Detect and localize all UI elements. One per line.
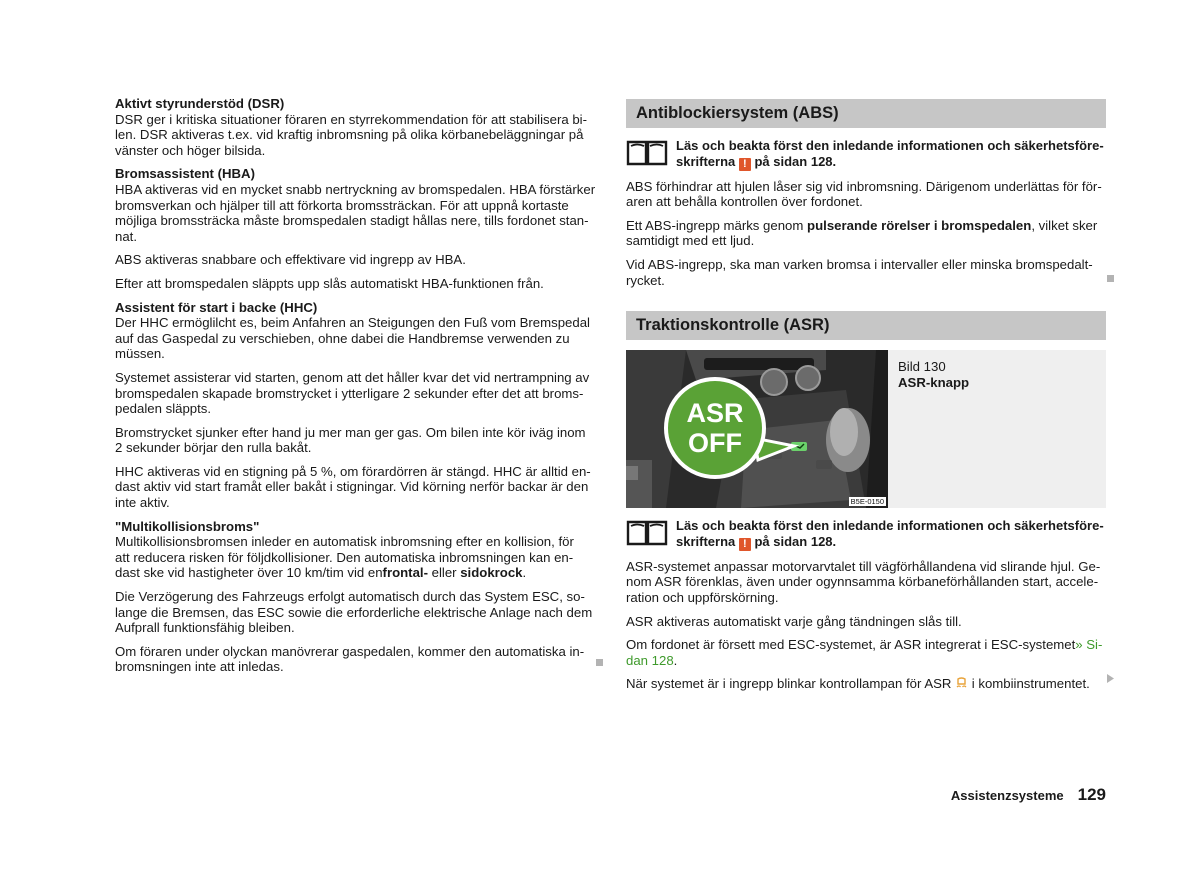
text-span: , vilket sker (1031, 217, 1098, 233)
abs-section-header: Antiblockiersystem (ABS) (626, 99, 1106, 128)
paragraph (626, 257, 1106, 288)
text-line: vänster och höger bilsida. (115, 142, 266, 158)
text-line (676, 534, 1104, 551)
text-line (626, 637, 1106, 653)
text-span: skrifterna (676, 533, 736, 549)
paragraph (115, 464, 598, 511)
text-line: len. DSR aktiveras t.ex. vid kraftig inbromsning på olika körbanebeläggningar på (115, 127, 584, 143)
text-line: auf das Gaspedal zu verschieben, ohne dabei die Handbremse verwenden zu (115, 330, 570, 346)
badge-line: ASR (686, 398, 744, 429)
text-span: . (522, 565, 527, 581)
multikollision-heading: "Multikollisionsbroms" (115, 518, 260, 534)
text-line: HHC aktiveras vid en stigning på 5 %, om förardörren är stängd. HHC är alltid en- (115, 463, 591, 479)
bold-text: frontal- (382, 565, 428, 581)
asr-section-header: Traktionskontrolle (ASR) (626, 311, 1106, 340)
continue-arrow-icon (1106, 674, 1114, 683)
dsr-heading: Aktivt styrunderstöd (DSR) (115, 96, 285, 111)
text-line: DSR ger i kritiska situationer föraren en styrrekommendation för att stabilisera bi- (115, 111, 588, 127)
left-column (115, 96, 598, 683)
figure-title: ASR-knapp (898, 374, 970, 390)
text-line: Efter att bromspedalen släppts upp slås automatiskt HBA-funktionen från. (115, 275, 544, 291)
text-line: ration och uppförskörning. (626, 589, 779, 605)
page-number: 129 (1077, 785, 1106, 804)
hba-heading: Bromsassistent (HBA) (115, 166, 255, 182)
text-line: Bromstrycket sjunker efter hand ju mer man ger gas. Om bilen inte kör iväg inom (115, 424, 586, 440)
paragraph (626, 179, 1106, 210)
book-icon (626, 138, 668, 166)
text-line: pedalen släppts. (115, 401, 212, 417)
text-line: aren att behålla kontrollen över fordonet. (626, 194, 863, 210)
hhc-heading: Assistent för start i backe (HHC) (115, 299, 318, 315)
text-span: . (673, 652, 678, 668)
book-icon (626, 518, 668, 546)
right-column (626, 99, 1106, 700)
warning-icon: ! (739, 158, 751, 171)
hba-section (115, 166, 598, 244)
paragraph (626, 218, 1106, 249)
asr-lamp-icon (955, 677, 968, 689)
text-line: Läs och beakta först den inledande informationen och säkerhetsföre- (676, 518, 1104, 534)
text-line: nat. (115, 228, 137, 244)
paragraph (626, 676, 1106, 692)
paragraph (626, 559, 1106, 606)
text-line: Om föraren under olyckan manövrerar gaspedalen, kommer den automatiska in- (115, 643, 585, 659)
text-span: i kombiinstrumentet. (968, 676, 1090, 692)
text-line (626, 653, 1106, 669)
page-link[interactable]: dan 128 (626, 652, 674, 668)
hhc-section (115, 300, 598, 362)
text-line: Systemet assisterar vid starten, genom att det håller kvar det vid nertrampning av (115, 369, 590, 385)
text-span: dast ske vid hastigheter över 10 km/tim vid en (115, 565, 383, 581)
text-line: ABS förhindrar att hjulen låser sig vid inbromsning. Därigenom underlättas för för- (626, 178, 1102, 194)
text-line: inte aktiv. (115, 495, 170, 511)
end-square-icon (596, 659, 603, 666)
text-line: bromsverkan och hjälper till att förkorta bromssträckan. För att uppnå kortaste (115, 197, 569, 213)
multikollision-section (115, 519, 598, 581)
asr-button-photo (626, 350, 888, 508)
bold-text: sidokrock (460, 565, 523, 581)
note-text (676, 518, 1104, 551)
paragraph (115, 644, 598, 675)
text-line: ASR-systemet anpassar motorvarvtalet till vägförhållandena vid slirande hjul. Ge- (626, 558, 1101, 574)
text-line: rycket. (626, 272, 665, 288)
text-span: Om fordonet är försett med ESC-systemet, är ASR integrerat i ESC-systemet (626, 637, 1076, 653)
text-line: Der HHC ermöglilcht es, beim Anfahren an Steigungen den Fuß vom Bremspedal (115, 315, 590, 331)
paragraph (115, 425, 598, 456)
paragraph (115, 276, 598, 292)
text-line: 2 sekunder börjar den rulla bakåt. (115, 440, 312, 456)
text-line: Vid ABS-ingrepp, ska man varken bromsa i intervaller eller minska bromspedalt- (626, 256, 1093, 272)
text-line: müssen. (115, 346, 165, 362)
text-line: Aufprall funktionsfähig bleiben. (115, 620, 295, 636)
text-span: När systemet är i ingrepp blinkar kontrollampan för ASR (626, 676, 956, 692)
paragraph (626, 614, 1106, 630)
text-line: dast aktiv vid start framåt eller bakåt i stigningar. Vid körning nerför backar är den (115, 479, 589, 495)
end-square-icon (1107, 275, 1114, 282)
text-line (115, 565, 598, 581)
text-line: Läs och beakta först den inledande informationen och säkerhetsföre- (676, 138, 1104, 153)
paragraph (115, 252, 598, 268)
text-line: bromsningen inte att inledas. (115, 659, 284, 675)
badge-line: OFF (688, 428, 742, 459)
text-line: HBA aktiveras vid en mycket snabb nertryckning av bromspedalen. HBA förstärker (115, 181, 596, 197)
paragraph (115, 589, 598, 636)
text-span: skrifterna (676, 153, 736, 169)
text-line: ASR aktiveras automatiskt varje gång tändningen slås till. (626, 613, 962, 629)
text-line: nom ASR förenklas, även under ogynnsamma körbaneförhållanden start, accele- (626, 574, 1099, 590)
text-span: på sidan 128. (750, 533, 837, 549)
text-span: Ett ABS-ingrepp märks genom (626, 217, 808, 233)
text-line (626, 218, 1106, 234)
text-line: lange die Bremsen, das ESC sowie die erforderliche elektrische Anlage nach dem (115, 604, 593, 620)
paragraph (115, 370, 598, 417)
footer-section-title: Assistenzsysteme (950, 788, 1064, 803)
text-line: bromspedalen skapade bromstrycket i ytterligare 2 sekunder efter det att broms- (115, 385, 584, 401)
text-line (626, 676, 1106, 692)
asr-safety-note (626, 518, 1106, 551)
figure-label: Bild 130 (898, 359, 946, 375)
figure-130 (626, 350, 1106, 508)
text-line: möjliga bromssträcka måste bromspedalen stadigt hållas nere, tills fordonet stan- (115, 213, 589, 229)
image-code: B5E-0150 (850, 497, 884, 507)
abs-safety-note (626, 138, 1106, 171)
note-text (676, 138, 1104, 171)
figure-caption (888, 350, 969, 508)
text-span: eller (427, 565, 461, 581)
bold-text: pulserande rörelser i bromspedalen (807, 217, 1032, 233)
text-line: Die Verzögerung des Fahrzeugs erfolgt automatisch durch das System ESC, so- (115, 589, 585, 605)
page-link[interactable]: » Si- (1075, 637, 1103, 653)
dsr-section (115, 96, 598, 158)
asr-off-badge (664, 377, 766, 479)
warning-icon: ! (739, 538, 751, 551)
page-footer (951, 785, 1106, 805)
text-line (676, 154, 1104, 171)
text-line: samtidigt med ett ljud. (626, 233, 755, 249)
text-span: på sidan 128. (750, 153, 837, 169)
text-line: ABS aktiveras snabbare och effektivare vid ingrepp av HBA. (115, 252, 466, 268)
text-line: Multikollisionsbromsen inleder en automatisk inbromsning efter en kollision, för (115, 534, 574, 550)
text-line: att reducera risken för följdkollisioner. Den automatiska inbromsningen kan en- (115, 549, 574, 565)
paragraph (626, 637, 1106, 668)
